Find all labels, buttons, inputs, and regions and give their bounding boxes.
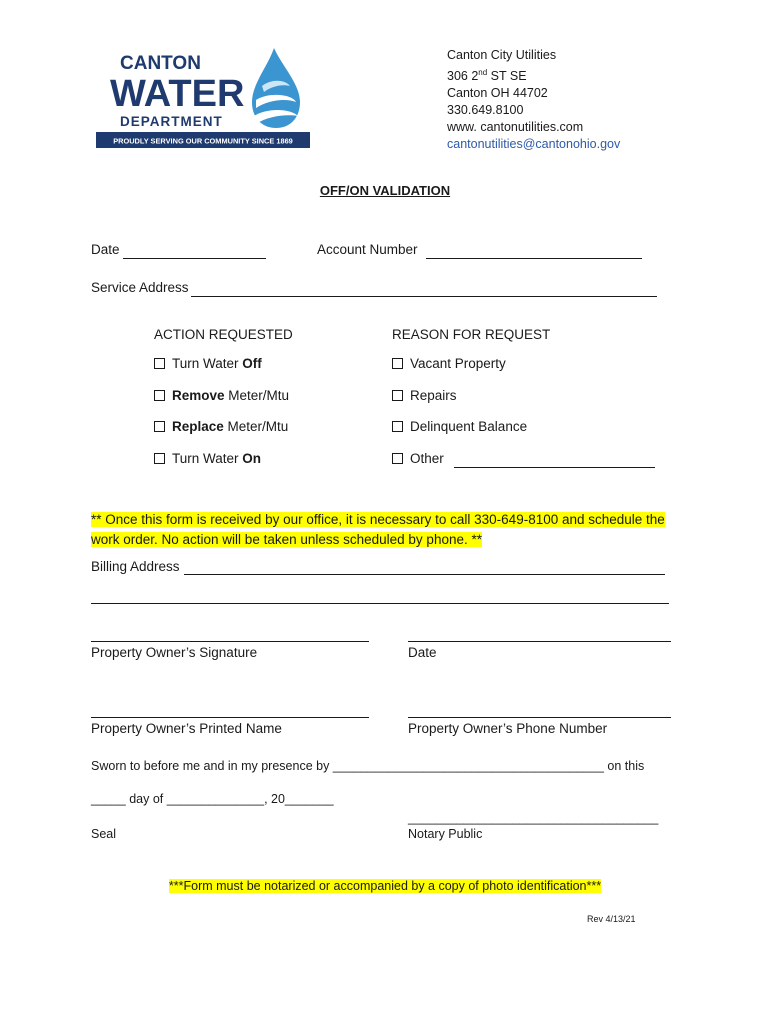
- checkbox-icon[interactable]: [392, 358, 403, 369]
- checkbox-other[interactable]: Other: [392, 451, 444, 466]
- other-reason-field[interactable]: [454, 467, 655, 468]
- checkbox-turn-water-off[interactable]: Turn Water Off: [154, 356, 262, 371]
- notary-date-line[interactable]: _____ day of ______________, 20_______: [91, 792, 334, 806]
- revision-label: Rev 4/13/21: [587, 914, 636, 924]
- checkbox-delinquent-balance[interactable]: Delinquent Balance: [392, 419, 527, 434]
- notary-signature-line[interactable]: ____________________________________: [408, 811, 659, 825]
- checkbox-icon[interactable]: [154, 453, 165, 464]
- action-requested-header: ACTION REQUESTED: [154, 327, 293, 342]
- checkbox-remove-meter[interactable]: Remove Meter/Mtu: [154, 388, 289, 403]
- checkbox-icon[interactable]: [392, 421, 403, 432]
- logo-line2: WATER: [110, 73, 245, 115]
- website[interactable]: www. cantonutilities.com: [447, 120, 584, 135]
- water-drop-icon: [96, 46, 310, 150]
- owner-phone-field[interactable]: [408, 717, 671, 718]
- checkbox-icon[interactable]: [154, 358, 165, 369]
- date-label: Date: [91, 242, 120, 257]
- checkbox-icon[interactable]: [154, 390, 165, 401]
- notarization-requirement: ***Form must be notarized or accompanied by a copy of photo identification***: [168, 879, 602, 893]
- checkbox-icon[interactable]: [392, 453, 403, 464]
- logo-line1: CANTON: [120, 53, 201, 74]
- checkbox-turn-water-on[interactable]: Turn Water On: [154, 451, 261, 466]
- service-address-label: Service Address: [91, 280, 189, 295]
- signature-date-field[interactable]: [408, 641, 671, 642]
- owner-signature-label: Property Owner’s Signature: [91, 645, 258, 660]
- sworn-statement[interactable]: Sworn to before me and in my presence by _______________________________________ on this: [91, 759, 645, 773]
- email-link[interactable]: cantonutilities@cantonohio.gov: [447, 137, 621, 152]
- reason-for-request-header: REASON FOR REQUEST: [392, 327, 551, 342]
- billing-address-label: Billing Address: [91, 559, 180, 574]
- street: 306 2nd ST SE: [447, 68, 527, 84]
- billing-address-field-2[interactable]: [91, 603, 669, 604]
- canton-water-logo: [96, 46, 310, 150]
- schedule-notice: ** Once this form is received by our office, it is necessary to call 330-649-8100 and schedule the work order. No action will be taken unless scheduled by phone. **: [91, 512, 665, 547]
- date-field[interactable]: [123, 258, 266, 259]
- checkbox-icon[interactable]: [154, 421, 165, 432]
- owner-printed-name-field[interactable]: [91, 717, 369, 718]
- logo-tagline: PROUDLY SERVING OUR COMMUNITY SINCE 1869: [113, 136, 293, 146]
- owner-printed-name-label: Property Owner’s Printed Name: [91, 721, 282, 736]
- account-number-label: Account Number: [317, 242, 418, 257]
- checkbox-icon[interactable]: [392, 390, 403, 401]
- phone: 330.649.8100: [447, 103, 524, 118]
- form-title: OFF/ON VALIDATION: [319, 183, 451, 198]
- billing-address-field[interactable]: [184, 574, 665, 575]
- checkbox-repairs[interactable]: Repairs: [392, 388, 457, 403]
- checkbox-vacant-property[interactable]: Vacant Property: [392, 356, 506, 371]
- seal-label: Seal: [91, 827, 117, 841]
- city: Canton OH 44702: [447, 86, 548, 101]
- logo-line3: DEPARTMENT: [120, 114, 223, 129]
- utility-address: [447, 47, 620, 153]
- org-name: Canton City Utilities: [447, 48, 557, 62]
- notary-public-label: Notary Public: [408, 827, 483, 841]
- owner-phone-label: Property Owner’s Phone Number: [408, 721, 608, 736]
- account-number-field[interactable]: [426, 258, 642, 259]
- owner-signature-field[interactable]: [91, 641, 369, 642]
- service-address-field[interactable]: [191, 296, 657, 297]
- checkbox-replace-meter[interactable]: Replace Meter/Mtu: [154, 419, 288, 434]
- signature-date-label: Date: [408, 645, 437, 660]
